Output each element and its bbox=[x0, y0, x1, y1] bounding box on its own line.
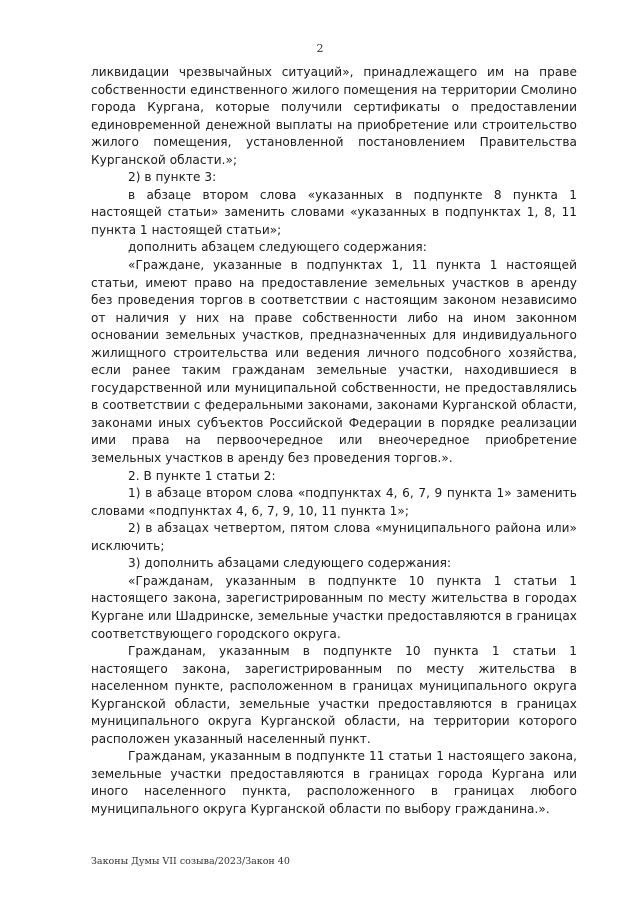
document-body bbox=[91, 64, 577, 819]
paragraph: «Гражданам, указанным в подпункте 10 пункта 1 статьи 1 настоящего закона, зарегистрированным по месту жительства в городах Кургане или Шадринске, земельные участки предоставляются в границах соответствующего городского округа. bbox=[91, 573, 577, 641]
paragraph: Гражданам, указанным в подпункте 10 пункта 1 статьи 1 настоящего закона, зарегистрированным по месту жительства в населенном пункте, расположенном в границах муниципального округа Курганской области, земельные участки предоставляются в границах муниципального округа Курганской области, на территории которого расположен указанный населенный пункт. bbox=[91, 644, 577, 746]
paragraph: 2. В пункте 1 статьи 2: bbox=[128, 468, 276, 483]
paragraph: ликвидации чрезвычайных ситуаций», принадлежащего им на праве собственности единственного жилого помещения на территории Смолино города Кургана, которые получили сертификаты о предоставлении единовременной денежной выплаты на приобретение или строительство жилого помещения, установленной постановлением Правительства Курганской области.»; bbox=[91, 65, 577, 167]
paragraph: дополнить абзацем следующего содержания: bbox=[128, 240, 427, 255]
footer-reference: Законы Думы VII созыва/2023/Закон 40 bbox=[91, 856, 290, 867]
paragraph: в абзаце втором слова «указанных в подпункте 8 пункта 1 настоящей статьи» заменить словами «указанных в подпунктах 1, 8, 11 пункта 1 настоящей статьи»; bbox=[91, 187, 577, 237]
paragraph: Гражданам, указанным в подпункте 11 статьи 1 настоящего закона, земельные участки предоставляются в границах города Кургана или иного населенного пункта, расположенного в границах любого муниципального округа Курганской области по выбору гражданина.». bbox=[91, 749, 577, 816]
paragraph: 2) в пункте 3: bbox=[128, 170, 217, 185]
paragraph: «Граждане, указанные в подпунктах 1, 11 пункта 1 настоящей статьи, имеют право на предоставление земельных участков в аренду без проведения торгов в соответствии с настоящим законом независимо от наличия у них на праве собственности либо на ином законном основании земельных участков, предназначенных для индивидуального жилищного строительства или ведения личного подсобного хозяйства, если ранее таким гражданам земельные участки, находившиеся в государственной или муниципальной собственности, не предоставлялись в соответствии с федеральными законами, законами Курганской области, законами иных субъектов Российской Федерации в порядке реализации ими права на первоочередное или внеочередное приобретение земельных участков в аренду без проведения торгов.». bbox=[91, 258, 577, 466]
paragraph: 3) дополнить абзацами следующего содержания: bbox=[128, 556, 452, 571]
page-number: 2 bbox=[316, 42, 324, 55]
paragraph: 2) в абзацах четвертом, пятом слова «муниципального района или» исключить; bbox=[91, 521, 577, 553]
paragraph: 1) в абзаце втором слова «подпунктах 4, 6, 7, 9 пункта 1» заменить словами «подпунктах 4, 6, 7, 9, 10, 11 пункта 1»; bbox=[91, 486, 577, 518]
